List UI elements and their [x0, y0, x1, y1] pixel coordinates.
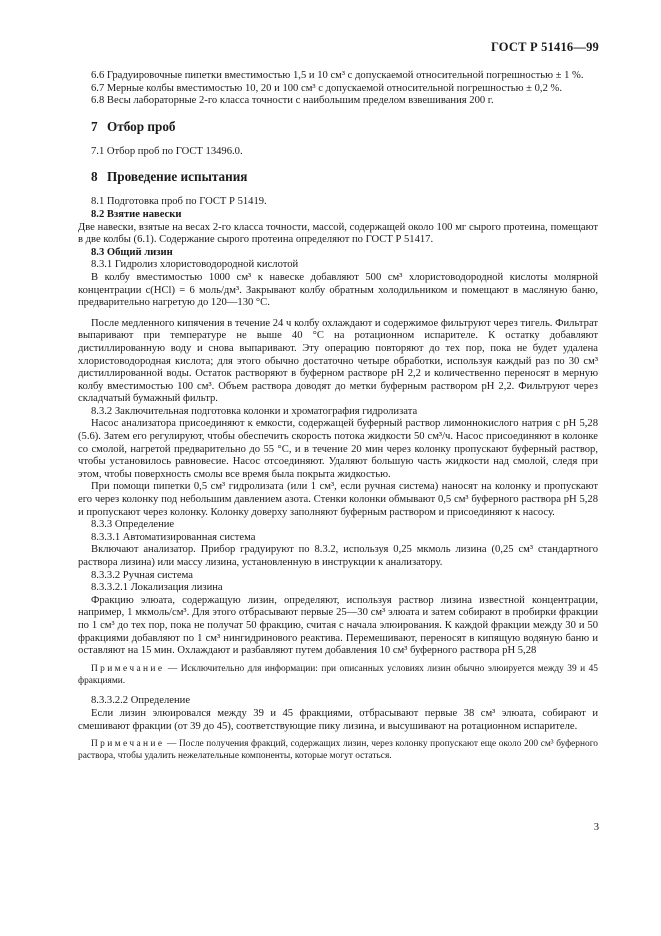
subheading-8-3-3-2: 8.3.3.2 Ручная система	[91, 569, 193, 581]
section-title: Отбор проб	[107, 118, 176, 134]
note-2	[78, 739, 598, 763]
section-title: Проведение испытания	[107, 169, 248, 185]
paragraph-8-2: Две навески, взятые на весах 2-го класса точности, массой, содержащей около 100 мг сырого протеина, помещают в две колбы (6.1). Содержание сырого протеина определяют по ГОСТ Р 51417.	[78, 221, 598, 246]
section-heading-7	[91, 119, 598, 135]
note-label: Примечание	[91, 739, 165, 750]
subheading-8-3-3-1: 8.3.3.1 Автоматизированная система	[91, 531, 256, 543]
clause-6-6: 6.6 Градуировочные пипетки вместимостью 1,5 и 10 см³ с допускаемой относительной погрешностью ± 1 %.	[91, 70, 584, 81]
note-text: — Исключительно для информации: при описанных условиях лизин обычно элюируется между 39 и 45 фракциями.	[78, 663, 598, 686]
paragraph-8-3-1-b: После медленного кипячения в течение 24 ч колбу охлаждают и содержимое фильтруют через тигель. Фильтрат выпаривают при температуре не выше 40 °С на ротационном испарителе. К остатку добавляют дистиллированную воду и снова выпаривают. Эту операцию повторяют до тех пор, пока не будет удалена хлористоводородная кислота; для этого обычно достаточно четыре обработки, используя каждый раз по 30 см³ дистиллированной воды. Остаток растворяют в буферном растворе pH 2,2 и количественно переносят в мерную колбу вместимостью 100 см³. Объем раствора доводят до метки буферным раствором pH 2,2. Фильтруют через складчатый бумажный фильтр.	[78, 317, 598, 405]
note-1	[78, 664, 598, 688]
clause-8-1: 8.1 Подготовка проб по ГОСТ Р 51419.	[91, 196, 267, 208]
section-number: 7	[91, 118, 98, 134]
paragraph-8-3-3-2-2: Если лизин элюировался между 39 и 45 фракциями, отбрасывают первые 38 см³ элюата, собирают и смешивают фракции (от 39 до 45), соответствующие пику лизина, и высушивают на ротационном испарителе.	[78, 707, 598, 732]
section-heading-8	[91, 169, 598, 185]
subheading-8-3-3-2-2: 8.3.3.2.2 Определение	[91, 695, 191, 707]
clause-6-7: 6.7 Мерные колбы вместимостью 10, 20 и 100 см³ с допускаемой относительной погрешностью ± 0,2 %.	[91, 82, 563, 94]
subheading-8-3: 8.3 Общий лизин	[91, 246, 173, 258]
note-label: Примечание	[91, 663, 165, 674]
note-text: — После получения фракций, содержащих лизин, через колонку пропускают еще около 200 см³ буферного раствора, чтобы удалить нежелательные компоненты, которые могут остаться.	[78, 739, 598, 761]
clause-6-8: 6.8 Весы лабораторные 2-го класса точности с наибольшим пределом взвешивания 200 г.	[91, 95, 494, 107]
section-number: 8	[91, 169, 98, 185]
paragraph-8-3-3-2-1: Фракцию элюата, содержащую лизин, определяют, используя раствор лизина известной концентрации, например, 1 мкмоль/см³. Для этого отбрасывают первые 25—30 см³ элюата и затем собирают в пробирки фракции по 1 см³ до тех пор, пока не получат 50 фракцию, считая с начала элюирования. К каждой фракции между 30 и 50 фракциями добавляют по 1 см³ нингидринового реактива. Перемешивают, переносят в кипящую водяную баню и оставляют на 15 мин. Охлаждают и разбавляют путем добавления 10 см³ буферного раствора pH 5,28	[78, 594, 598, 657]
paragraph-8-3-1-a: В колбу вместимостью 1000 см³ к навеске добавляют 500 см³ хлористоводородной кислоты молярной концентрации c(HCl) = 6 моль/дм³. Закрывают колбу обратным холодильником и помещают в масляную баню, предварительно нагретую до 120—130 °С.	[78, 271, 598, 309]
document-header: ГОСТ Р 51416—99	[490, 40, 599, 54]
subheading-8-3-3-2-1: 8.3.3.2.1 Локализация лизина	[91, 582, 223, 594]
subheading-8-3-1: 8.3.1 Гидролиз хлористоводородной кислотой	[91, 259, 299, 271]
clause-7-1: 7.1 Отбор проб по ГОСТ 13496.0.	[91, 145, 243, 157]
page-number: 3	[593, 822, 599, 833]
document-body	[78, 70, 598, 763]
subheading-8-3-2: 8.3.2 Заключительная подготовка колонки и хроматография гидролизата	[91, 405, 418, 417]
subheading-8-3-3: 8.3.3 Определение	[91, 519, 175, 531]
paragraph-8-3-3-1: Включают анализатор. Прибор градуируют по 8.3.2, используя 0,25 мкмоль лизина (0,25 см³ стандартного раствора лизина) или массу лизина, установленную в инструкции к анализатору.	[78, 544, 598, 568]
paragraph-8-3-2-a: Насос анализатора присоединяют к емкости, содержащей буферный раствор лимоннокислого натрия с pH 5,28 (5.6). Затем его регулируют, чтобы обеспечить скорость потока жидкости 50 см³/ч. Насос присоединяют в колонке со смолой, нагретой предварительно до 55 °С, и в течение 20 мин через колонку пропускают буферный раствор, чтобы установилось равновесие. Насос отсоединяют. Удаляют большую часть жидкости над смолой, следя при этом, чтобы поверхность смолы все время была покрыта жидкостью.	[78, 418, 598, 480]
subheading-8-2: 8.2 Взятие навески	[91, 208, 182, 220]
paragraph-8-3-2-b: При помощи пипетки 0,5 см³ гидролизата (или 1 см³, если ручная система) наносят на колонку и пропускают его через колонку под небольшим давлением азота. Стенки колонки обмывают 0,5 см³ буферного раствора pH 5,28 и пропускают через колонку. Колонку доверху заполняют буферным раствором и присоединяют к насосу.	[78, 481, 598, 518]
